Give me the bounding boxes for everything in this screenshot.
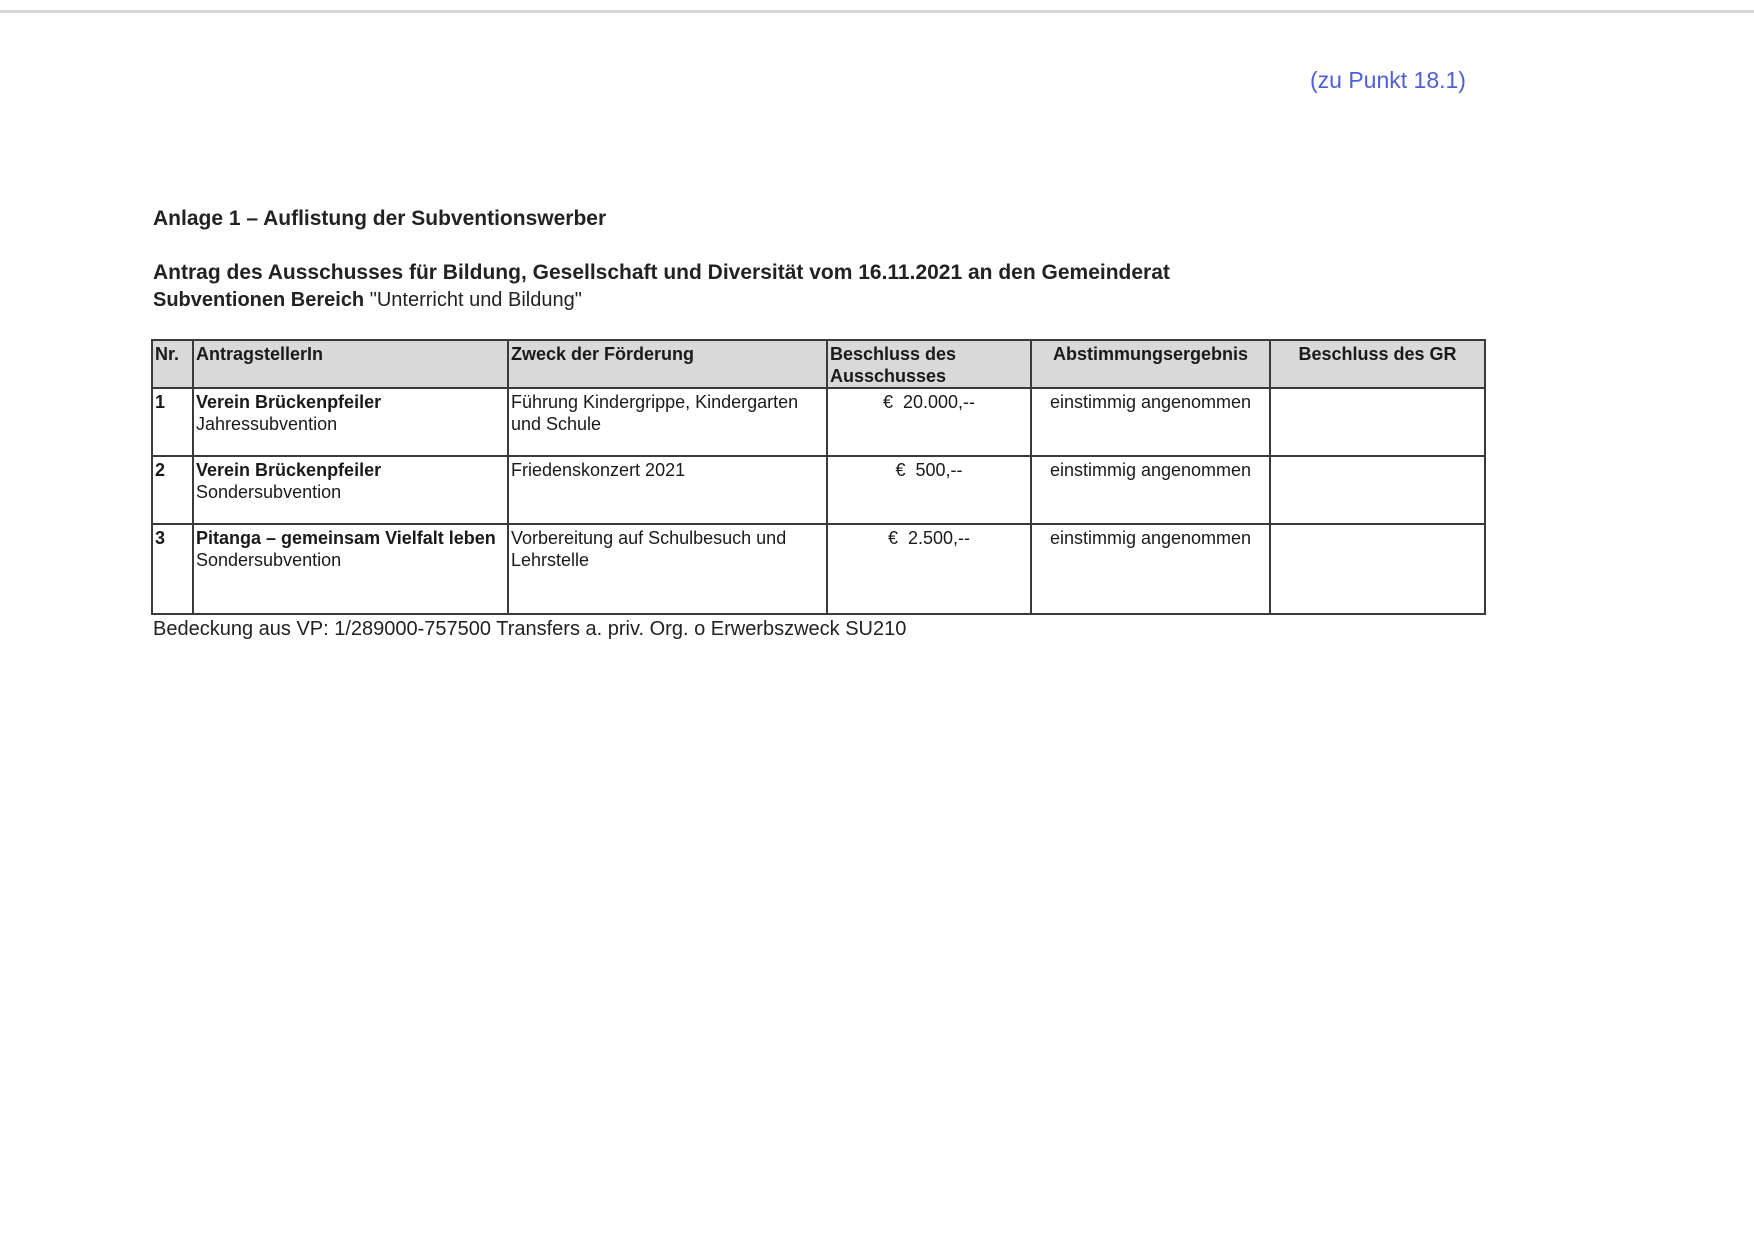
- subsidy-area-line: [153, 289, 582, 312]
- row-gr-decision: [1270, 456, 1485, 524]
- header-vote-result: Abstimmungsergebnis: [1031, 340, 1270, 388]
- applicant-type: Sondersubvention: [196, 482, 342, 502]
- header-purpose: Zweck der Förderung: [508, 340, 827, 388]
- row-vote-result: einstimmig angenommen: [1031, 456, 1270, 524]
- row-nr: 2: [152, 456, 193, 524]
- motion-title: Antrag des Ausschusses für Bildung, Gesellschaft und Diversität vom 16.11.2021 an den Gemeinderat: [153, 261, 1170, 284]
- agenda-reference: (zu Punkt 18.1): [1310, 67, 1466, 93]
- row-purpose: Friedenskonzert 2021: [508, 456, 827, 524]
- row-nr: 3: [152, 524, 193, 614]
- applicant-name: Verein Brückenpfeiler: [196, 392, 382, 412]
- subsidy-area-value: "Unterricht und Bildung": [369, 289, 582, 311]
- row-gr-decision: [1270, 388, 1485, 456]
- row-vote-result: einstimmig angenommen: [1031, 388, 1270, 456]
- table-row: [152, 524, 1485, 614]
- table-header-row: [152, 340, 1485, 388]
- row-applicant: [193, 388, 508, 456]
- header-committee-decision: Beschluss des Ausschusses: [827, 340, 1031, 388]
- row-amount: € 2.500,--: [827, 524, 1031, 614]
- subsidy-area-label: Subventionen Bereich: [153, 289, 365, 311]
- header-gr-decision: Beschluss des GR: [1270, 340, 1485, 388]
- row-nr: 1: [152, 388, 193, 456]
- row-purpose: Vorbereitung auf Schulbesuch und Lehrstelle: [508, 524, 827, 614]
- funding-coverage-note: Bedeckung aus VP: 1/289000-757500 Transfers a. priv. Org. o Erwerbszweck SU210: [153, 618, 907, 640]
- top-rule: [0, 10, 1754, 13]
- table-row: [152, 388, 1485, 456]
- row-amount: € 500,--: [827, 456, 1031, 524]
- row-amount: € 20.000,--: [827, 388, 1031, 456]
- applicant-type: Jahressubvention: [196, 414, 338, 434]
- header-nr: Nr.: [152, 340, 193, 388]
- row-applicant: [193, 456, 508, 524]
- row-vote-result: einstimmig angenommen: [1031, 524, 1270, 614]
- applicant-type: Sondersubvention: [196, 550, 342, 570]
- applicant-name: Pitanga – gemeinsam Vielfalt leben: [196, 528, 496, 548]
- attachment-title: Anlage 1 – Auflistung der Subventionswerber: [153, 207, 607, 230]
- table-row: [152, 456, 1485, 524]
- applicant-name: Verein Brückenpfeiler: [196, 460, 382, 480]
- subsidy-applicants-table: [151, 339, 1486, 615]
- row-applicant: [193, 524, 508, 614]
- row-purpose: Führung Kindergrippe, Kindergarten und Schule: [508, 388, 827, 456]
- header-applicant: AntragstellerIn: [193, 340, 508, 388]
- row-gr-decision: [1270, 524, 1485, 614]
